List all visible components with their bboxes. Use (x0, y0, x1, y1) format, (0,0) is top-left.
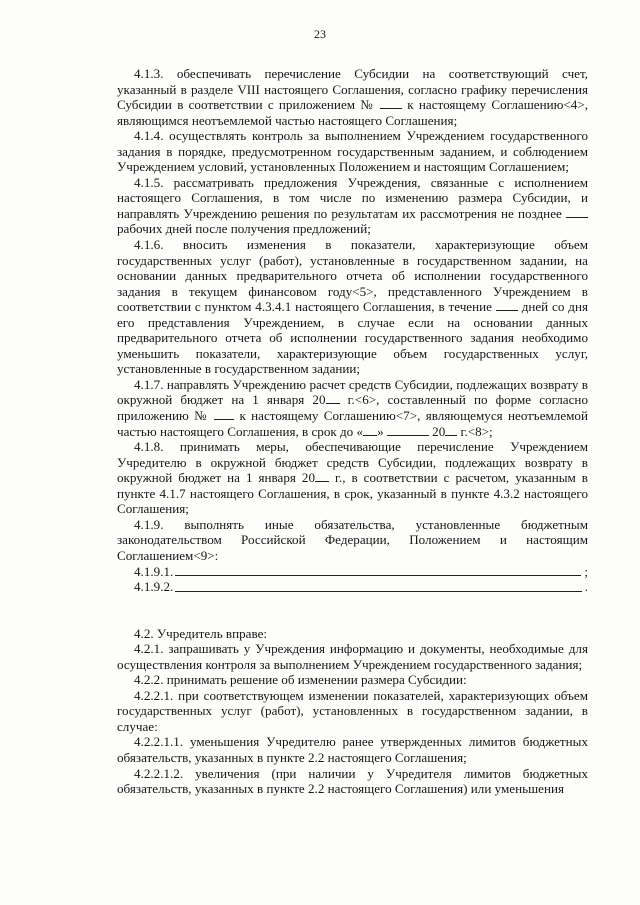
clause-4-1-9-1: 4.1.9.1. ; (134, 563, 588, 579)
clause-4-1-9: 4.1.9. выполнять иные обязательства, установленные бюджетным законодательством Российской Федерации, Положением и настоящим Соглашением<9>: (117, 516, 588, 563)
clause-4-1-6: 4.1.6. вносить изменения в показатели, характеризующие объем государственных услуг (работ), установленные в государственном задании, на основании данных предварительного отчета об исполнении государственного задания в текущем финансовом году<5>, представленного Учреждением в соответствии с пунктом 4.3.4.1 настоящего Соглашения, в течение дней со дня его представления Учреждением, в случае если на основании данных предварительного отчета об исполнении государственного задания необходимо уменьшить показатели, характеризующие объем государственных услуг, установленные в государственном задании; (117, 237, 588, 377)
page-number: 23 (314, 27, 326, 41)
clause-4-1-5: 4.1.5. рассматривать предложения Учреждения, связанные с исполнением настоящего Соглашения, в том числе по изменению размера Субсидии, и направлять Учреждению решения по результатам их рассмотрения не позднее рабочих дней после получения предложений; (117, 174, 588, 237)
clause-4-2: 4.2. Учредитель вправе: (134, 625, 268, 641)
clause-4-1-8: 4.1.8. принимать меры, обеспечивающие перечисление Учреждением Учредителю в окружной бюджет средств Субсидии, подлежащих возврату в окружной бюджет на 1 января 20 г., в соответствии с расчетом, указанным в пункте 4.1.7 настоящего Соглашения, в срок, указанный в пункте 4.3.2 настоящего Соглашения; (117, 439, 588, 517)
clause-4-2-1: 4.2.1. запрашивать у Учреждения информацию и документы, необходимые для осуществления контроля за выполнением Учреждением государственного задания; (117, 641, 588, 672)
agreement-text (117, 66, 588, 797)
clause-4-2-2: 4.2.2. принимать решение об изменении размера Субсидии: (134, 672, 467, 688)
clause-4-2-2-1-2: 4.2.2.1.2. увеличения (при наличии у Учредителя лимитов бюджетных обязательств, указанных в пункте 2.2 настоящего Соглашения) или уменьшения (117, 765, 588, 797)
clause-4-1-9-2: 4.1.9.2. . (134, 579, 588, 595)
clause-4-2-2-1: 4.2.2.1. при соответствующем изменении показателей, характеризующих объем государственных услуг (работ), установленных в государственном задании, в случае: (117, 687, 588, 734)
clause-4-1-3: 4.1.3. обеспечивать перечисление Субсидии на соответствующий счет, указанный в разделе VIII настоящего Соглашения, согласно графику перечисления Субсидии в соответствии с приложением № к настоящему Соглашению<4>, являющимся неотъемлемой частью настоящего Соглашения; (117, 66, 588, 128)
clause-4-1-7: 4.1.7. направлять Учреждению расчет средств Субсидии, подлежащих возврату в окружной бюджет на 1 января 20 г.<6>, составленный по форме согласно приложению № к настоящему Соглашению<7>, являющемуся неотъемлемой частью настоящего Соглашения, в срок до « » 20 г.<8>; (117, 376, 588, 439)
clause-4-2-2-1-1: 4.2.2.1.1. уменьшения Учредителю ранее утвержденных лимитов бюджетных обязательств, указанных в пункте 2.2 настоящего Соглашения; (117, 734, 588, 765)
clause-4-1-4: 4.1.4. осуществлять контроль за выполнением Учреждением государственного задания в порядке, предусмотренном государственным заданием, и соблюдением Учреждением условий, установленных Положением и настоящим Соглашением; (117, 128, 588, 175)
